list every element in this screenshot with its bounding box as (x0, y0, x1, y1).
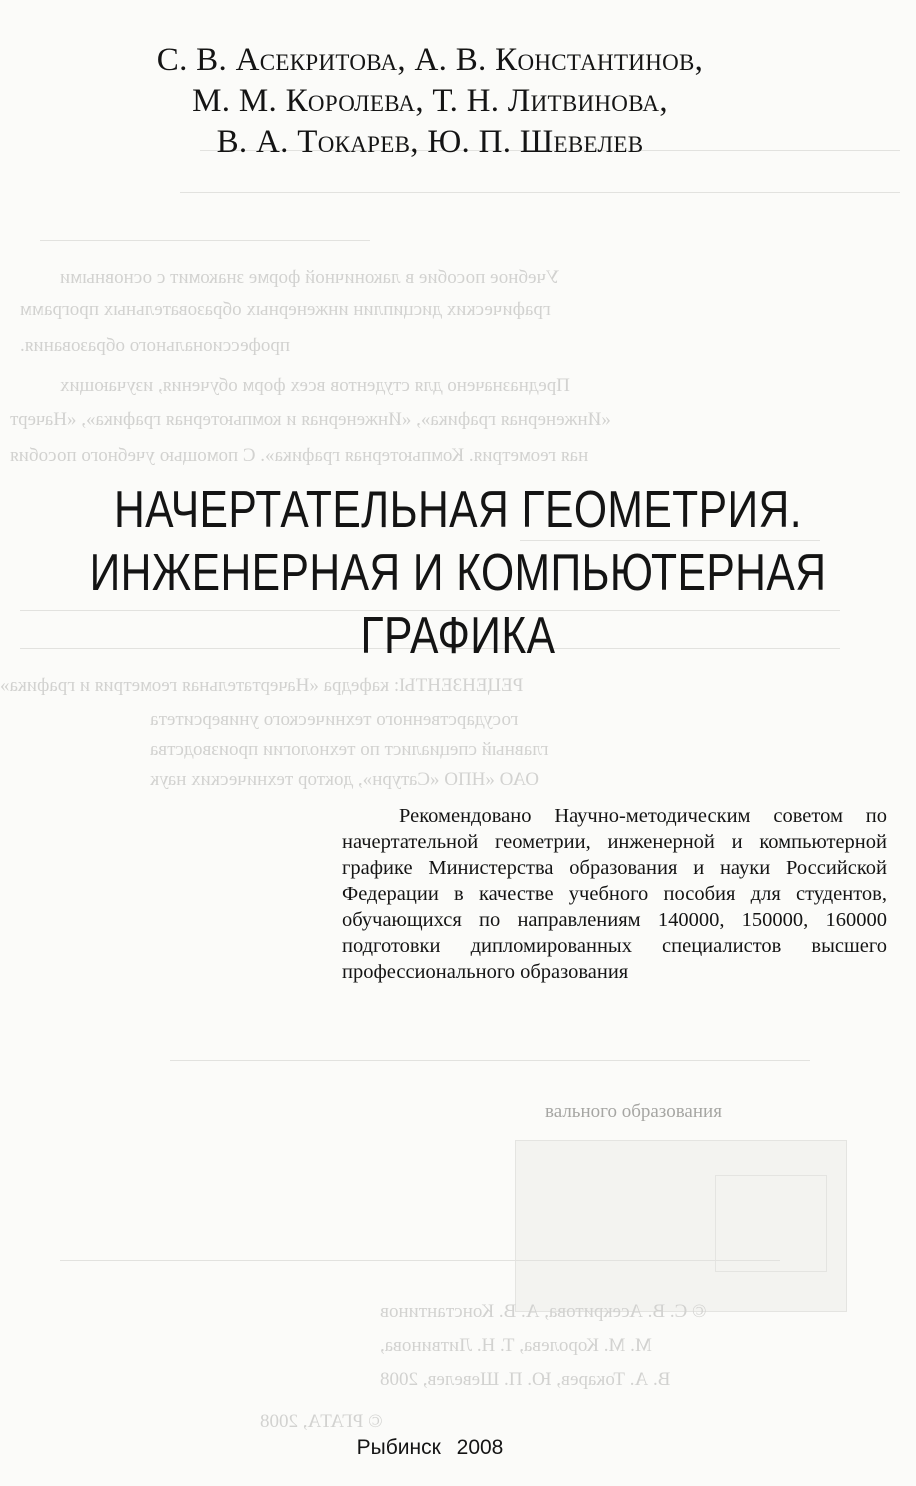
bleed-text: профессионального образования. (20, 335, 291, 356)
bleed-rule (170, 1060, 810, 1061)
bleed-text: ОАО «НПО «Сатурн», доктор технических наук (150, 769, 539, 790)
bleed-text: В. А. Токарев, Ю. П. Шевелев, 2008 (380, 1369, 671, 1390)
author-line: В. А. Токарев, Ю. П. Шевелев (216, 124, 644, 160)
author-list (0, 40, 860, 163)
bleed-text: М. М. Королева, Т. Н. Литвинова, (380, 1335, 652, 1356)
bleed-text: Предназначено для студентов всех форм обучения, изучающих (60, 375, 570, 396)
bleed-text: РЕЦЕНЗЕНТЫ: кафедра «Начертательная геометрия и графика» (0, 675, 524, 696)
title-line: ИНЖЕНЕРНАЯ И КОМПЬЮТЕРНАЯ (89, 544, 827, 602)
bleed-text: «Инженерная графика», «Инженерная и компьютерная графика», «Начерт (10, 409, 611, 430)
bleed-text: © С. В. Асекритова, А. В. Константинов (380, 1301, 707, 1322)
title-line: ГРАФИКА (360, 607, 556, 665)
bleed-stamp-box (715, 1175, 827, 1272)
author-line: С. В. Асекритова, А. В. Константинов, (156, 42, 704, 78)
bleed-text: государственного технического университета (150, 709, 519, 730)
bleed-rule (40, 240, 370, 241)
title-line: НАЧЕРТАТЕЛЬНАЯ ГЕОМЕТРИЯ. (113, 481, 803, 539)
bleed-text: графических дисциплин инженерных образовательных программ (20, 299, 551, 320)
book-title (0, 479, 916, 668)
bleed-text: вального образования (545, 1101, 722, 1122)
imprint (0, 1436, 860, 1460)
bleed-text: главный специалист по технологии производства (150, 739, 549, 760)
ministry-recommendation: Рекомендовано Научно-методическим советом по начертательной геометрии, инженерной и компьютерной графике Министерства образования и науки Российской Федерации в качестве учебного пособия для студентов, обучающихся по направлениям 140000, 150000, 160000 подготовки дипломированных специалистов высшего профессионального образования (342, 805, 887, 983)
publication-year: 2008 (456, 1436, 504, 1459)
bleed-rule (60, 1260, 780, 1261)
publication-city: Рыбинск (356, 1436, 441, 1459)
bleed-text: © РГАТА, 2008 (260, 1411, 383, 1432)
bleed-text: Учебное пособие в лаконичной форме знакомит с основными (60, 267, 560, 288)
author-line: М. М. Королева, Т. Н. Литвинова, (192, 83, 668, 119)
bleed-rule (180, 192, 900, 193)
bleed-text: ная геометрия. Компьютерная графика». С помощью учебного пособия (10, 445, 589, 466)
